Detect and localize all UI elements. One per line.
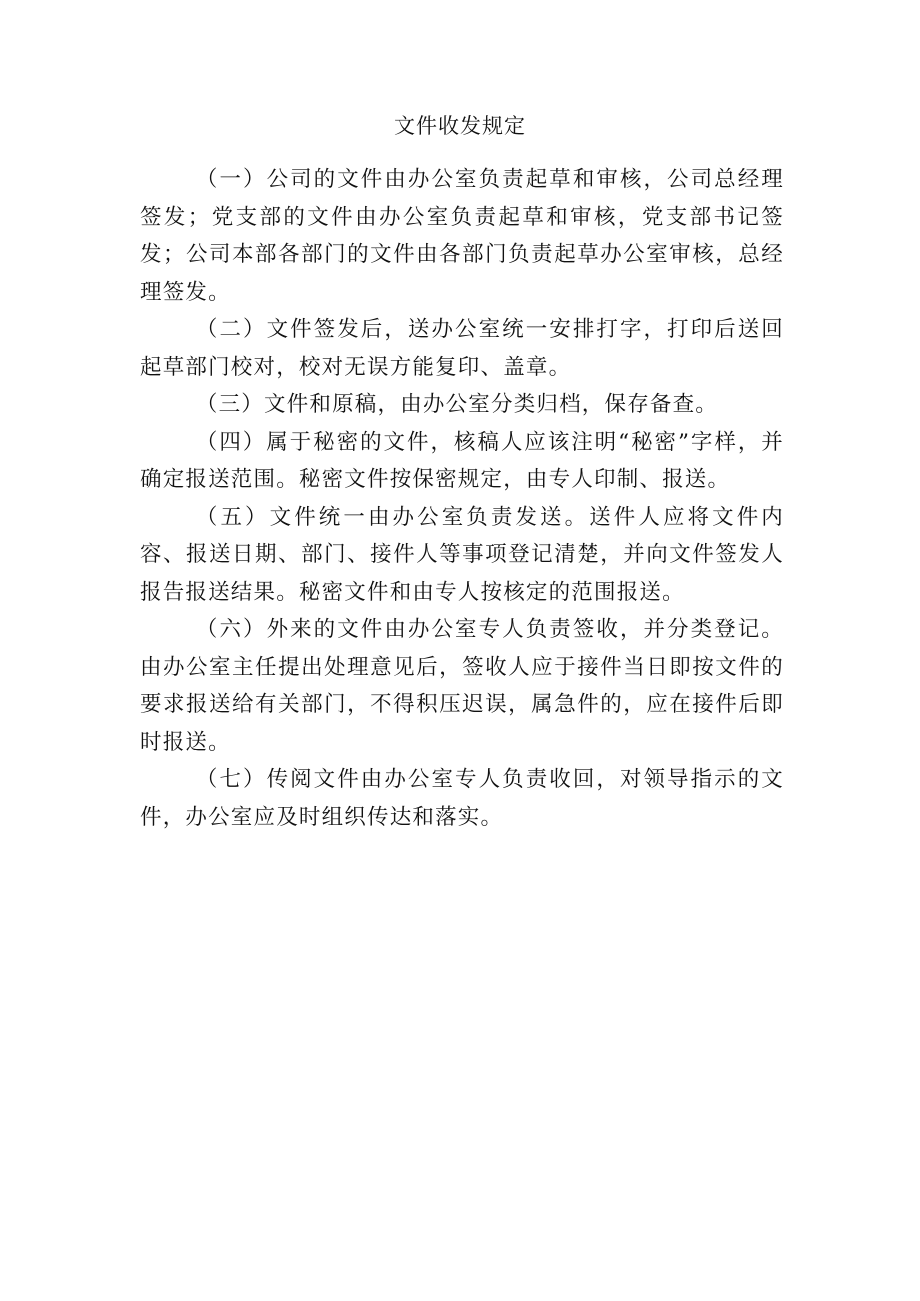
paragraph-2: （二）文件签发后，送办公室统一安排打字，打印后送回起草部门校对，校对无误方能复印、盖章。 — [140, 317, 784, 380]
paragraph-4: （四）属于秘密的文件，核稿人应该注明“秘密”字样，并确定报送范围。秘密文件按保密规定，由专人印制、报送。 — [140, 429, 784, 492]
paragraph-5: （五）文件统一由办公室负责发送。送件人应将文件内容、报送日期、部门、接件人等事项登记清楚，并向文件签发人报告报送结果。秘密文件和由专人按核定的范围报送。 — [140, 504, 784, 605]
paragraph-1: （一）公司的文件由办公室负责起草和审核，公司总经理签发；党支部的文件由办公室负责起草和审核，党支部书记签发；公司本部各部门的文件由各部门负责起草办公室审核，总经理签发。 — [140, 167, 784, 305]
document-title: 文件收发规定 — [394, 114, 526, 138]
document-body — [140, 161, 784, 836]
paragraph-6: （六）外来的文件由办公室专人负责签收，并分类登记。由办公室主任提出处理意见后，签收人应于接件当日即按文件的要求报送给有关部门，不得积压迟误，属急件的，应在接件后即时报送。 — [140, 617, 784, 755]
paragraph-3: （三）文件和原稿，由办公室分类归档，保存备查。 — [195, 392, 718, 417]
paragraph-7: （七）传阅文件由办公室专人负责收回，对领导指示的文件，办公室应及时组织传达和落实。 — [140, 767, 784, 830]
